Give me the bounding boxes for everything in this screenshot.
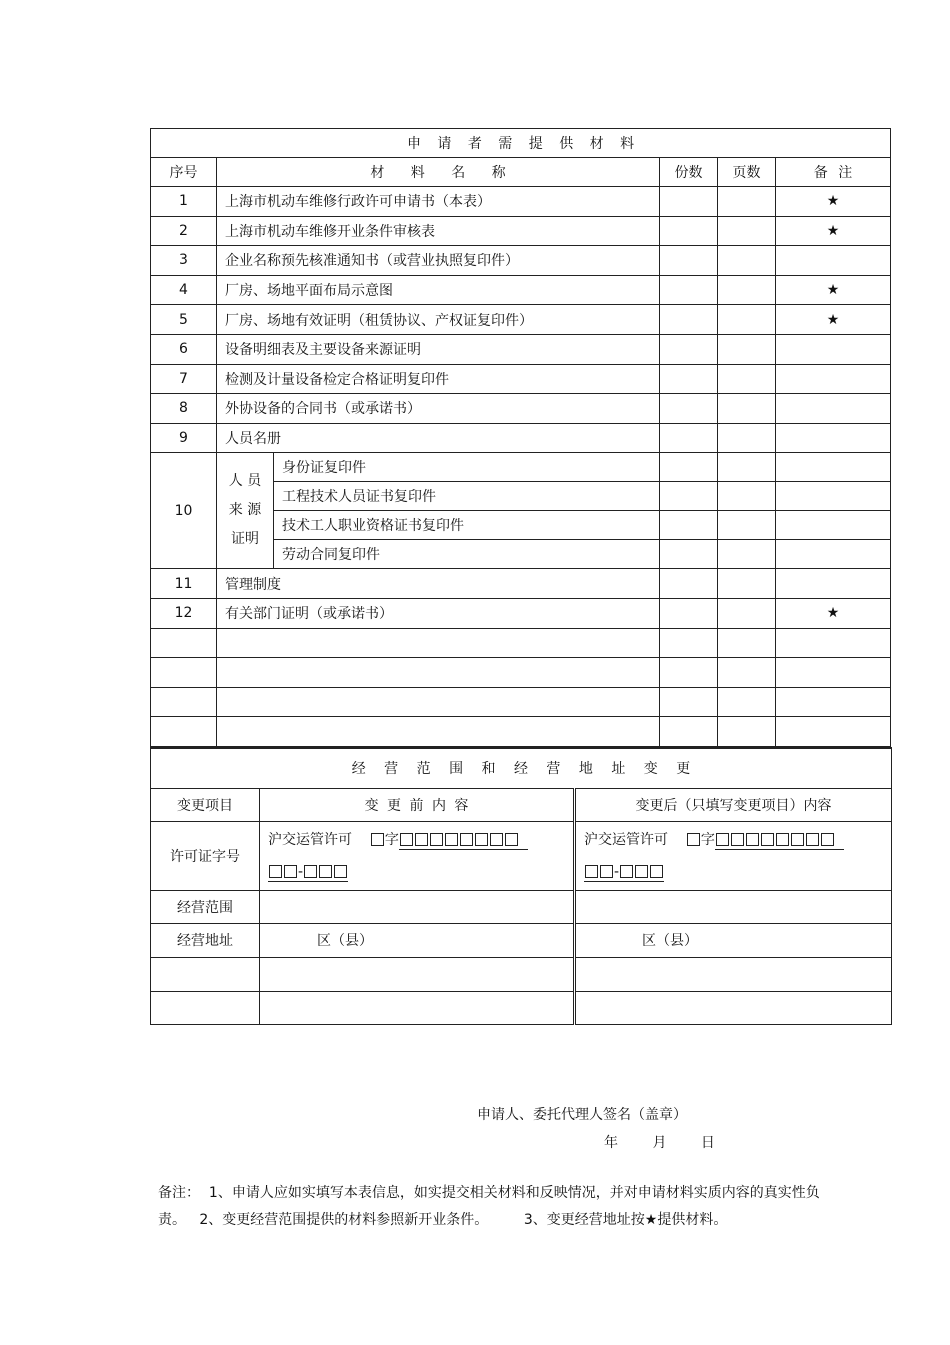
change-table [150,747,892,1025]
pages-cell[interactable] [718,511,776,540]
seq-cell: 8 [151,394,217,424]
seq-cell[interactable] [151,628,217,658]
license-before[interactable] [260,821,575,890]
table-row [151,394,891,424]
pages-cell[interactable] [718,687,776,717]
remark-cell: ★ [776,598,891,628]
table-row [151,275,891,305]
note-item-2: 2、变更经营范围提供的材料参照新开业条件。 [199,1212,489,1228]
remark-cell [776,569,891,599]
license-zi: 字 [700,831,715,848]
seq-cell[interactable] [151,687,217,717]
remark-cell[interactable] [776,628,891,658]
table-row [151,305,891,335]
material-name: 人员名册 [217,423,660,453]
header-before: 变 更 前 内 容 [260,788,575,821]
copies-cell[interactable] [660,540,718,569]
material-name: 上海市机动车维修行政许可申请书（本表） [217,187,660,217]
pages-cell[interactable] [718,305,776,335]
address-label: 经营地址 [151,923,260,957]
copies-cell[interactable] [660,511,718,540]
table-row [151,334,891,364]
note-item-1: 1、申请人应如实填写本表信息，如实提交相关材料和反映情况，并对申请材料实质内容的真实性负责。 [158,1185,820,1228]
table-row [151,423,891,453]
note-item-3: 3、变更经营地址按★提供材料。 [523,1212,728,1228]
pages-cell[interactable] [718,482,776,511]
seq-cell: 9 [151,423,217,453]
seq-cell: 1 [151,187,217,217]
pages-cell[interactable] [718,453,776,482]
seq-cell: 3 [151,246,217,276]
header-name: 材 料 名 称 [217,158,660,187]
copies-cell[interactable] [660,334,718,364]
seq-cell[interactable] [151,658,217,688]
copies-cell[interactable] [660,482,718,511]
remark-cell [776,394,891,424]
remark-cell [776,453,891,482]
header-copies: 份数 [660,158,718,187]
remark-cell: ★ [776,187,891,217]
group10-label-line: 证明 [231,531,259,548]
seq-cell: 7 [151,364,217,394]
checkbox-icon[interactable] [687,833,700,846]
copies-cell[interactable] [660,275,718,305]
pages-cell[interactable] [718,246,776,276]
material-name: 厂房、场地平面布局示意图 [217,275,660,305]
empty-cell[interactable] [575,957,892,991]
material-name: 检测及计量设备检定合格证明复印件 [217,364,660,394]
table-row [151,187,891,217]
license-label: 许可证字号 [151,821,260,890]
remark-cell[interactable] [776,717,891,747]
pages-cell[interactable] [718,628,776,658]
scope-label: 经营范围 [151,890,260,923]
pages-cell[interactable] [718,187,776,217]
group10-label-line: 人 员 [228,473,262,490]
scope-before[interactable] [260,890,575,923]
group10-item: 工程技术人员证书复印件 [274,482,660,511]
seq-cell: 5 [151,305,217,335]
copies-cell[interactable] [660,246,718,276]
checkbox-icon[interactable] [371,833,384,846]
license-suffix-boxes[interactable]: - [584,864,664,882]
material-name: 上海市机动车维修开业条件审核表 [217,216,660,246]
group10-item: 身份证复印件 [274,453,660,482]
date-line [604,1132,715,1152]
header-pages: 页数 [718,158,776,187]
date-year: 年 [604,1135,618,1151]
remark-cell: ★ [776,275,891,305]
empty-row [151,628,891,658]
remark-cell [776,423,891,453]
pages-cell[interactable] [718,394,776,424]
license-after[interactable] [575,821,892,890]
remark-cell [776,482,891,511]
seq-10: 10 [151,453,217,569]
pages-cell[interactable] [718,216,776,246]
table-row [151,246,891,276]
scope-after[interactable] [575,890,892,923]
empty-row [151,687,891,717]
address-after[interactable] [575,923,892,957]
seq-cell: 4 [151,275,217,305]
seq-cell: 2 [151,216,217,246]
pages-cell[interactable] [718,717,776,747]
remark-cell [776,511,891,540]
empty-cell[interactable] [151,991,260,1024]
material-name[interactable] [217,628,660,658]
copies-cell[interactable] [660,717,718,747]
license-number-boxes[interactable] [399,832,528,850]
remark-cell [776,334,891,364]
pages-cell[interactable] [718,423,776,453]
material-name: 企业名称预先核准通知书（或营业执照复印件） [217,246,660,276]
table-row [151,364,891,394]
copies-cell[interactable] [660,187,718,217]
copies-cell[interactable] [660,423,718,453]
materials-table [150,128,891,747]
license-zi: 字 [384,831,399,848]
remark-cell[interactable] [776,658,891,688]
copies-cell[interactable] [660,628,718,658]
note-prefix: 备注： [158,1185,200,1201]
license-prefix: 沪交运管许可 [584,831,668,848]
table-row [151,569,891,599]
material-name: 管理制度 [217,569,660,599]
seq-cell[interactable] [151,717,217,747]
copies-cell[interactable] [660,305,718,335]
remark-cell[interactable] [776,687,891,717]
material-name: 厂房、场地有效证明（租赁协议、产权证复印件） [217,305,660,335]
copies-cell[interactable] [660,216,718,246]
remark-cell: ★ [776,216,891,246]
district-label: 区（县） [642,933,698,949]
empty-cell[interactable] [260,957,575,991]
pages-cell[interactable] [718,598,776,628]
copies-cell[interactable] [660,687,718,717]
material-name[interactable] [217,717,660,747]
pages-cell[interactable] [718,334,776,364]
address-before[interactable] [260,923,575,957]
pages-cell[interactable] [718,658,776,688]
group10-label [217,453,274,569]
seq-cell: 6 [151,334,217,364]
date-month: 月 [652,1135,667,1151]
remark-cell [776,540,891,569]
date-day: 日 [700,1135,715,1151]
copies-cell[interactable] [660,394,718,424]
remark-cell: ★ [776,305,891,335]
group10-item: 技术工人职业资格证书复印件 [274,511,660,540]
materials-title: 申 请 者 需 提 供 材 料 [151,129,891,158]
footnote [158,1180,828,1234]
pages-cell[interactable] [718,540,776,569]
copies-cell[interactable] [660,364,718,394]
pages-cell[interactable] [718,275,776,305]
copies-cell[interactable] [660,453,718,482]
seq-cell: 11 [151,569,217,599]
empty-row [151,717,891,747]
signature-line: 申请人、委托代理人签名（盖章） [477,1107,687,1123]
table-row [151,598,891,628]
group10-item: 劳动合同复印件 [274,540,660,569]
empty-cell[interactable] [260,991,575,1024]
pages-cell[interactable] [718,364,776,394]
seq-cell: 12 [151,598,217,628]
remark-cell [776,364,891,394]
table-row [151,216,891,246]
material-name[interactable] [217,687,660,717]
empty-cell[interactable] [151,957,260,991]
license-prefix: 沪交运管许可 [268,831,352,848]
material-name: 设备明细表及主要设备来源证明 [217,334,660,364]
license-number-boxes[interactable] [715,832,844,850]
copies-cell[interactable] [660,598,718,628]
empty-row [151,658,891,688]
material-name[interactable] [217,658,660,688]
material-name: 外协设备的合同书（或承诺书） [217,394,660,424]
header-remark: 备 注 [776,158,891,187]
header-seq: 序号 [151,158,217,187]
empty-cell[interactable] [575,991,892,1024]
license-suffix-boxes[interactable]: - [268,864,348,882]
district-label: 区（县） [317,933,373,949]
group10-label-line: 来 源 [228,502,262,519]
material-name: 有关部门证明（或承诺书） [217,598,660,628]
pages-cell[interactable] [718,569,776,599]
header-item: 变更项目 [151,788,260,821]
copies-cell[interactable] [660,658,718,688]
remark-cell [776,246,891,276]
copies-cell[interactable] [660,569,718,599]
change-title: 经 营 范 围 和 经 营 地 址 变 更 [151,748,892,788]
header-after: 变更后（只填写变更项目）内容 [575,788,892,821]
